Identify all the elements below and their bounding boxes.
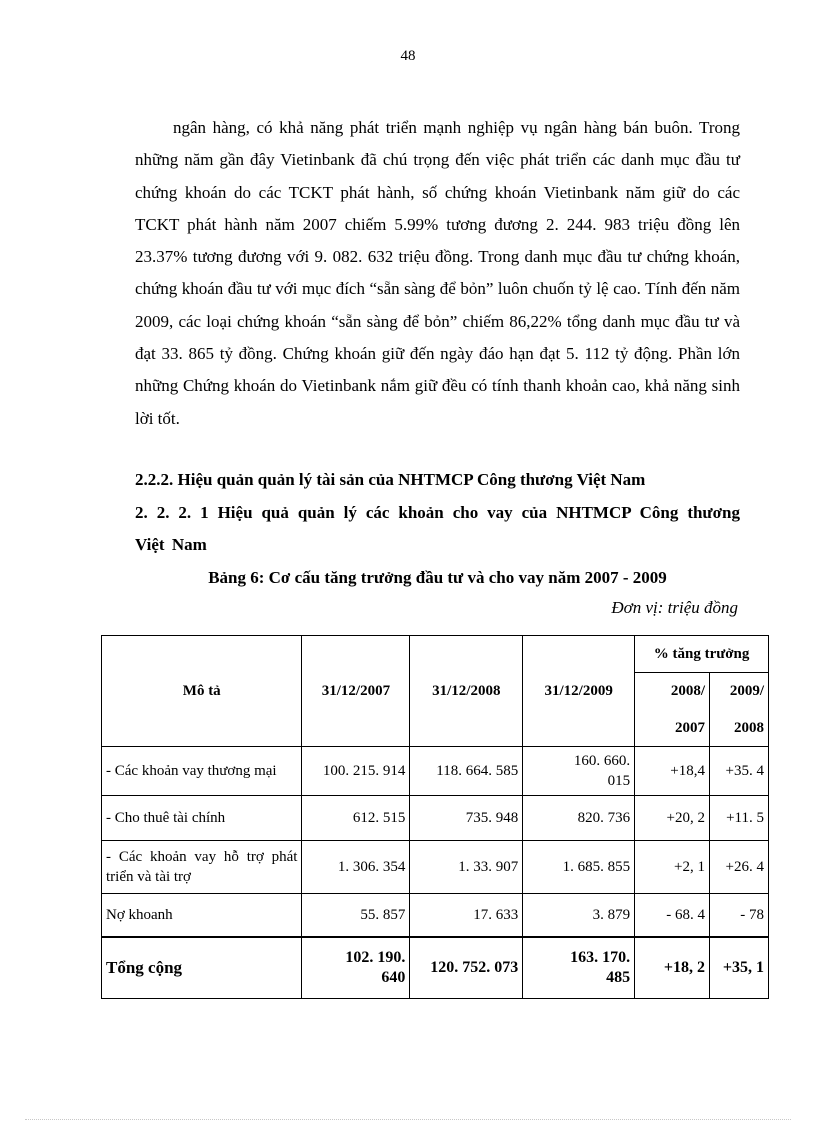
value-2009: 3. 879: [523, 894, 635, 938]
loan-structure-table: [101, 635, 769, 999]
growth-2008-2007: +20, 2: [635, 796, 710, 841]
total-2008: 120. 752. 073: [410, 937, 523, 999]
value-2007: 1. 306. 354: [302, 841, 410, 894]
header-2009: 31/12/2009: [523, 636, 635, 747]
header-description: Mô tả: [102, 636, 302, 747]
row-description: - Các khoản vay thương mại: [102, 747, 302, 796]
growth-2008-2007: +18,4: [635, 747, 710, 796]
header-growth-2009-bottom: 2008: [710, 710, 769, 747]
page-number: 48: [400, 48, 416, 64]
total-2007: 102. 190. 640: [302, 937, 410, 999]
body-paragraph: ngân hàng, có khả năng phát triển mạnh nghiệp vụ ngân hàng bán buôn. Trong những năm gần đây Vietinbank đã chú trọng đến việc phát triển các danh mục đầu tư chứng khoán do các TCKT phát hành, số chứng khoán Vietinbank năm giữ do các TCKT phát hành năm 2007 chiếm 5.99% tương đương 2. 244. 983 triệu đồng lên 23.37% tương đương với 9. 082. 632 triệu đồng. Trong danh mục đầu tư chứng khoán, chứng khoán đầu tư với mục đích “sẵn sàng để bỏn” luôn chuốn tỷ lệ cao. Tính đến năm 2009, các loại chứng khoán “sẵn sàng để bỏn” chiếm 86,22% tổng danh mục đầu tư và đạt 33. 865 tỷ đồng. Chứng khoán giữ đến ngày đáo hạn đạt 5. 112 tỷ động. Phần lớn những Chứng khoán do Vietinbank nắm giữ đều có tính thanh khoản cao, khả năng sinh lời tốt.: [135, 118, 740, 428]
value-2009: 820. 736: [523, 796, 635, 841]
value-2008: 1. 33. 907: [410, 841, 523, 894]
row-description: - Cho thuê tài chính: [102, 796, 302, 841]
value-2009: 160. 660. 015: [523, 747, 635, 796]
total-growth-2009-2008: +35, 1: [710, 937, 769, 999]
row-description: - Các khoản vay hỗ trợ phát triển và tài trợ: [102, 841, 302, 894]
unit-label: Đơn vị: triệu đồng: [611, 598, 738, 617]
header-2008: 31/12/2008: [410, 636, 523, 747]
growth-2008-2007: +2, 1: [635, 841, 710, 894]
header-growth: % tăng trưởng: [635, 636, 769, 673]
value-2007: 55. 857: [302, 894, 410, 938]
total-2009: 163. 170. 485: [523, 937, 635, 999]
header-growth-2009-top: 2009/: [710, 673, 769, 711]
total-row: [102, 937, 769, 999]
header-growth-2008-top: 2008/: [635, 673, 710, 711]
section-heading: 2.2.2. Hiệu quản quản lý tài sản của NHTMCP Công thương Việt Nam: [135, 470, 646, 489]
total-label: Tổng cộng: [102, 937, 302, 999]
value-2008: 17. 633: [410, 894, 523, 938]
table-row: [102, 796, 769, 841]
table-caption: Bảng 6: Cơ cấu tăng trưởng đầu tư và cho vay năm 2007 - 2009: [208, 568, 667, 587]
value-2007: 612. 515: [302, 796, 410, 841]
value-2007: 100. 215. 914: [302, 747, 410, 796]
growth-2009-2008: - 78: [710, 894, 769, 938]
header-growth-2008-bottom: 2007: [635, 710, 710, 747]
growth-2009-2008: +26. 4: [710, 841, 769, 894]
total-growth-2008-2007: +18, 2: [635, 937, 710, 999]
value-2008: 118. 664. 585: [410, 747, 523, 796]
row-description: Nợ khoanh: [102, 894, 302, 938]
growth-2009-2008: +11. 5: [710, 796, 769, 841]
table-row: [102, 747, 769, 796]
table-row: [102, 894, 769, 938]
value-2008: 735. 948: [410, 796, 523, 841]
page-footer-divider: [25, 1119, 791, 1120]
subsection-heading: 2. 2. 2. 1 Hiệu quả quản lý các khoản cho vay của NHTMCP Công thương Việt Nam: [135, 503, 740, 554]
value-2009: 1. 685. 855: [523, 841, 635, 894]
growth-2009-2008: +35. 4: [710, 747, 769, 796]
header-2007: 31/12/2007: [302, 636, 410, 747]
table-row: [102, 841, 769, 894]
growth-2008-2007: - 68. 4: [635, 894, 710, 938]
